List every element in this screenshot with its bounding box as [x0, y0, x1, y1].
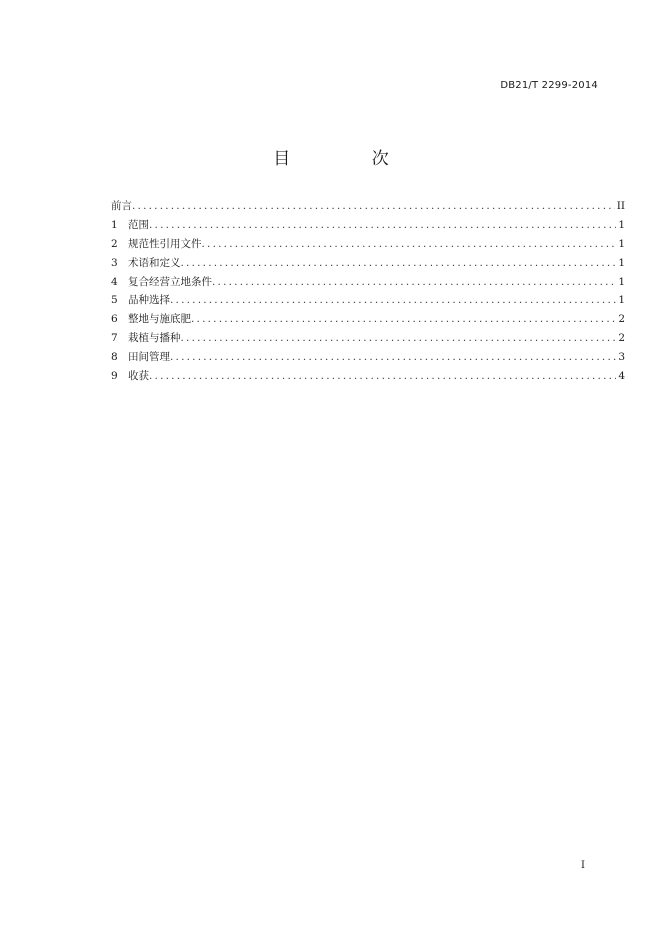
toc-entry-label: 品种选择	[128, 294, 170, 307]
toc-dot-leader	[181, 254, 617, 273]
toc-entry-number: 8	[111, 351, 118, 364]
toc-entry-page: 2	[618, 332, 625, 345]
toc-entry-label: 术语和定义	[128, 256, 181, 269]
toc-dot-leader	[149, 367, 616, 386]
toc-entry-5[interactable]	[111, 291, 625, 310]
toc-entry-page: 4	[618, 370, 625, 382]
toc-entry-foreword[interactable]	[111, 197, 625, 216]
document-code: DB21/T 2299-2014	[500, 80, 598, 91]
toc-entry-number: 2	[111, 237, 118, 250]
toc-entry-page: 1	[618, 294, 625, 307]
toc-entry-label: 复合经营立地条件	[128, 275, 212, 288]
toc-entry-page: 1	[618, 275, 625, 288]
toc-entry-label: 范围	[128, 218, 149, 231]
toc-entry-page: 1	[618, 218, 625, 231]
toc-title: 目 次	[273, 149, 427, 169]
toc-entry-3[interactable]	[111, 254, 625, 273]
toc-entry-label: 田间管理	[128, 351, 170, 364]
table-of-contents	[111, 197, 625, 386]
toc-dot-leader	[170, 291, 616, 310]
toc-dot-leader	[170, 348, 616, 367]
toc-entry-number: 3	[111, 256, 118, 269]
toc-entry-7[interactable]	[111, 329, 625, 348]
toc-dot-leader	[212, 273, 616, 292]
toc-entry-page: II	[616, 199, 625, 212]
toc-entry-page: 1	[618, 237, 625, 250]
toc-entry-number: 6	[111, 313, 118, 326]
toc-dot-leader	[191, 310, 616, 329]
toc-entry-1[interactable]	[111, 216, 625, 235]
toc-entry-label: 前言	[111, 199, 132, 212]
toc-entry-number: 7	[111, 332, 118, 345]
toc-dot-leader	[132, 197, 615, 216]
toc-dot-leader	[181, 329, 617, 348]
toc-entry-4[interactable]	[111, 273, 625, 292]
toc-dot-leader	[202, 235, 617, 254]
toc-entry-page: 2	[618, 313, 625, 326]
toc-entry-label: 栽植与播种	[128, 332, 181, 345]
toc-entry-label: 收获	[128, 370, 149, 382]
toc-entry-6[interactable]	[111, 310, 625, 329]
toc-entry-number: 5	[111, 294, 118, 307]
toc-entry-8[interactable]	[111, 348, 625, 367]
toc-entry-page: 1	[618, 256, 625, 269]
toc-entry-number: 9	[111, 370, 118, 382]
toc-entry-label: 整地与施底肥	[128, 313, 191, 326]
toc-entry-number: 1	[111, 218, 118, 231]
toc-dot-leader	[149, 216, 616, 235]
toc-entry-label: 规范性引用文件	[128, 237, 202, 250]
toc-entry-page: 3	[618, 351, 625, 364]
toc-entry-number: 4	[111, 275, 118, 288]
page-number: I	[581, 860, 585, 871]
toc-entry-2[interactable]	[111, 235, 625, 254]
toc-entry-9[interactable]	[111, 367, 625, 386]
